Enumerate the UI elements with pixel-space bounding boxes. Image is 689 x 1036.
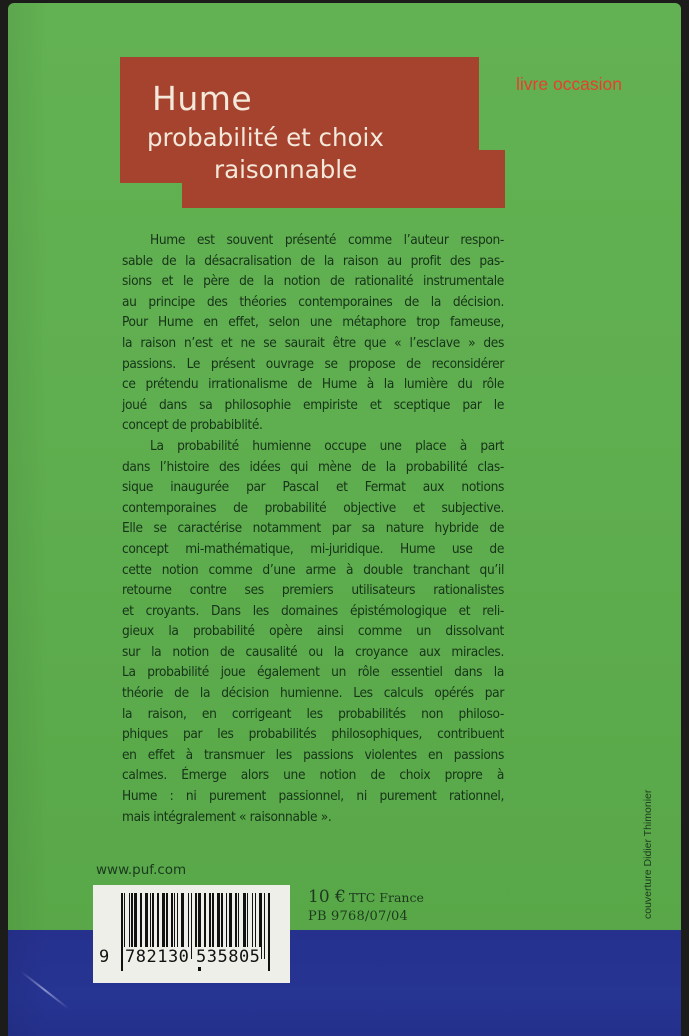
blurb-line: la raison n’est et ne se saurait être que « l’esclave » des bbox=[122, 334, 504, 351]
blurb-line: sur la notion de causalité ou la croyance aux miracles. bbox=[122, 643, 504, 660]
price-amount: 10 € bbox=[308, 887, 346, 907]
isbn-barcode bbox=[93, 885, 290, 983]
blurb-line: Hume : ni purement passionnel, ni purement rationnel, bbox=[122, 788, 504, 805]
blurb-line: en effet à transmuer les passions violentes en passions bbox=[122, 746, 504, 763]
title-author: Hume bbox=[152, 79, 253, 118]
blurb-line: cette notion comme d’une arme à double tranchant qu’il bbox=[122, 561, 504, 578]
blurb-line: théorie de la décision humienne. Les calculs opérés par bbox=[122, 685, 504, 702]
barcode-left-group: 782130 bbox=[125, 947, 190, 967]
blurb-text bbox=[122, 230, 504, 827]
catalog-reference: PB 9768/07/04 bbox=[308, 909, 408, 924]
blurb-line: Pour Hume en effet, selon une métaphore trop fameuse, bbox=[122, 314, 504, 331]
book-back-cover bbox=[8, 3, 681, 1036]
blurb-line: mais intégralement « raisonnable ». bbox=[122, 808, 332, 825]
publisher-url: www.puf.com bbox=[96, 862, 187, 878]
title-subtitle-line-2: raisonnable bbox=[214, 155, 358, 184]
barcode-right-group: 535805 bbox=[196, 947, 261, 967]
used-book-label: livre occasion bbox=[516, 74, 623, 94]
title-subtitle-line-1: probabilité et choix bbox=[147, 123, 384, 152]
blurb-line: concept mi-mathématique, mi-juridique. Hume use de bbox=[122, 540, 504, 557]
blurb-line: concept de probabiblité. bbox=[122, 417, 263, 434]
barcode-bar bbox=[264, 893, 266, 959]
blurb-line: Elle se caractérise notamment par sa nature hybride de bbox=[122, 520, 504, 537]
blurb-line: La probabilité joue également un rôle essentiel dans la bbox=[122, 664, 504, 681]
blurb-line: passions. Le présent ouvrage se propose de reconsidérer bbox=[122, 355, 504, 372]
cover-credit: couverture Didier Thimonier bbox=[642, 789, 654, 919]
blurb-line: ce prétendu irrationalisme de Hume à la lumière du rôle bbox=[122, 376, 504, 393]
price-tax-note: TTC France bbox=[348, 890, 424, 905]
barcode-bar bbox=[268, 893, 270, 971]
blurb-line: retourne contre ses premiers utilisateurs rationalistes bbox=[122, 582, 504, 599]
blurb-line: sions et le père de la notion de rationalité instrumentale bbox=[122, 273, 504, 290]
blurb-line: au principe des théories contemporaines de la décision. bbox=[122, 293, 504, 310]
blurb-line: et croyants. Dans les domaines épistémologique et reli- bbox=[122, 602, 504, 619]
blurb-line: La probabilité humienne occupe une place à part bbox=[150, 437, 504, 454]
blurb-paragraph-2 bbox=[122, 436, 504, 827]
blurb-line: phiques par les probabilités philosophiques, contribuent bbox=[122, 726, 504, 743]
barcode-first-digit: 9 bbox=[99, 947, 110, 967]
blurb-line: dans l’histoire des idées qui mène de la probabilité clas- bbox=[122, 458, 504, 475]
blurb-line: Hume est souvent présenté comme l’auteur respon- bbox=[150, 232, 504, 248]
blurb-line: contemporaines de probabilité objective et subjective. bbox=[122, 499, 504, 516]
blurb-line: sique inaugurée par Pascal et Fermat aux notions bbox=[122, 479, 504, 496]
barcode-bar bbox=[121, 893, 123, 971]
price-label bbox=[308, 887, 424, 907]
blurb-line: joué dans sa philosophie empiriste et sceptique par le bbox=[122, 396, 504, 413]
blurb-line: sable de la désacralisation de la raison au profit des pas- bbox=[122, 252, 504, 269]
barcode-bar bbox=[191, 893, 193, 959]
blurb-line: gieux la probabilité opère ainsi comme un dissolvant bbox=[122, 623, 504, 640]
blurb-paragraph-1 bbox=[122, 230, 504, 436]
blurb-line: calmes. Émerge alors une notion de choix propre à bbox=[122, 767, 504, 784]
blurb-line: la raison, en corrigeant les probabilités non philoso- bbox=[122, 705, 504, 722]
